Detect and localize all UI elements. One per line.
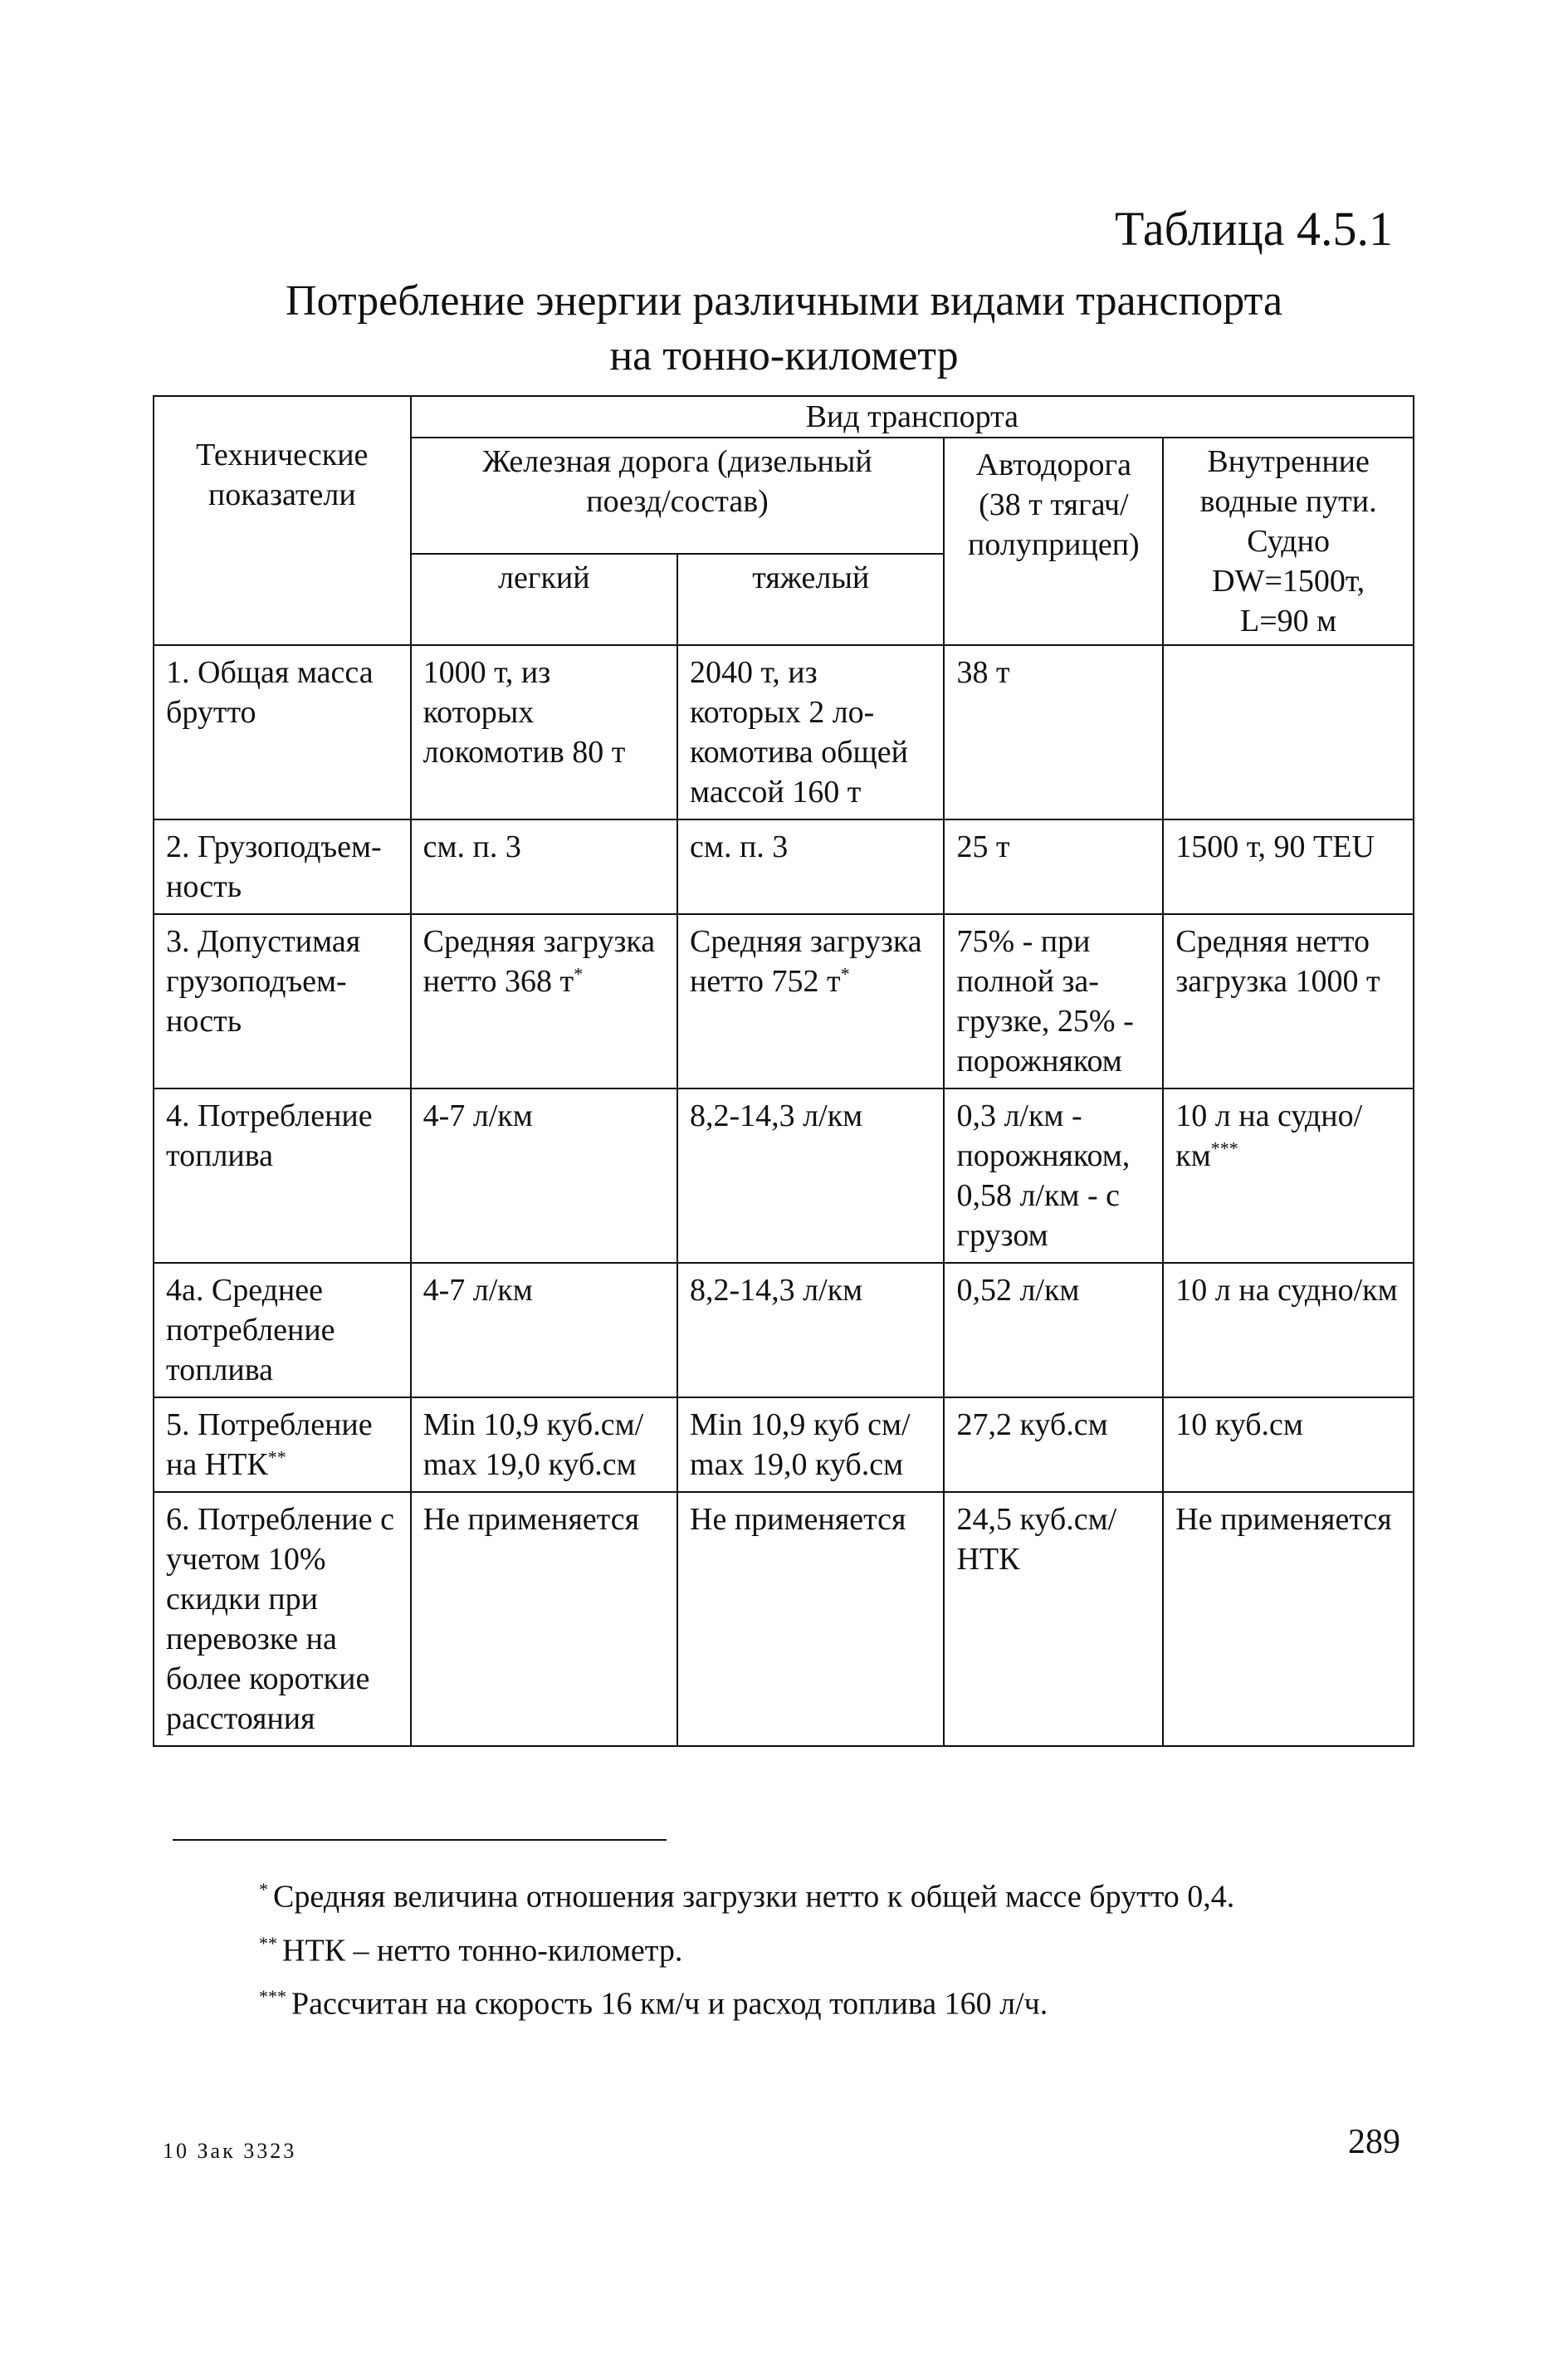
footnote-ref: * — [574, 963, 584, 985]
cell-water: 10 куб.см — [1163, 1397, 1414, 1492]
print-order-mark: 10 Зак 3323 — [163, 2139, 297, 2163]
cell-text: Средняя загрузка нетто 368 т — [423, 924, 656, 999]
row-label: 1. Общая масса брутто — [154, 645, 411, 819]
table-title-line-2: на тонно-километр — [609, 332, 959, 379]
cell-light: Не применяется — [411, 1492, 677, 1746]
footnote-ref: * — [840, 963, 850, 985]
table-row — [154, 819, 1414, 914]
footnote-text: НТК – нетто тонно-километр. — [282, 1933, 683, 1969]
row-label — [154, 1397, 411, 1492]
cell-light: Min 10,9 куб.см/ max 19,0 куб.см — [411, 1397, 677, 1492]
footnote-ref: *** — [1210, 1137, 1238, 1159]
cell-heavy: 8,2-14,3 л/км — [677, 1088, 944, 1263]
cell-light: см. п. 3 — [411, 819, 677, 914]
cell-road: 0,52 л/км — [944, 1263, 1163, 1397]
table-title — [0, 274, 1568, 384]
row-label: 4. Потребление топлива — [154, 1088, 411, 1263]
footnote-mark: ** — [259, 1932, 277, 1954]
header-light: легкий — [411, 554, 677, 645]
cell-light — [411, 914, 677, 1088]
cell-water: Не применяется — [1163, 1492, 1414, 1746]
header-water: Внутренние водные пути. Судно DW=1500т, L=90 м — [1163, 438, 1414, 645]
table-row — [154, 645, 1414, 819]
cell-heavy: см. п. 3 — [677, 819, 944, 914]
cell-text: 10 л на судно/км — [1175, 1098, 1363, 1173]
cell-road: 38 т — [944, 645, 1163, 819]
cell-light: 1000 т, из которых локомотив 80 т — [411, 645, 677, 819]
footnote-mark: *** — [259, 1986, 286, 2008]
header-indicators: Технические показатели — [154, 396, 411, 645]
energy-consumption-table — [153, 395, 1414, 1747]
cell-road: 25 т — [944, 819, 1163, 914]
cell-light: 4-7 л/км — [411, 1263, 677, 1397]
footnote-divider — [173, 1839, 667, 1841]
table-row — [154, 914, 1414, 1088]
footnotes — [259, 1866, 1234, 2028]
header-railway: Железная дорога (дизельный поезд/состав) — [411, 438, 945, 554]
cell-water: Средняя нетто загрузка 1000 т — [1163, 914, 1414, 1088]
cell-text: Средняя загрузка нетто 752 т — [690, 924, 922, 999]
cell-road: 27,2 куб.см — [944, 1397, 1163, 1492]
table-row — [154, 1088, 1414, 1263]
footnote-item — [259, 1866, 1234, 1920]
footnote-item — [259, 1974, 1234, 2028]
cell-heavy: 8,2-14,3 л/км — [677, 1263, 944, 1397]
footnote-mark: * — [259, 1879, 268, 1900]
cell-text: 5. Потребление на НТК — [166, 1407, 373, 1482]
cell-road: 75% - при полной за-грузке, 25% - порожняком — [944, 914, 1163, 1088]
row-label: 2. Грузоподъем-ность — [154, 819, 411, 914]
header-transport-type: Вид транспорта — [411, 396, 1414, 438]
header-road: Автодорога (38 т тягач/ полуприцеп) — [944, 438, 1163, 645]
footnote-item — [259, 1920, 1234, 1974]
cell-heavy — [677, 914, 944, 1088]
table-title-line-1: Потребление энергии различными видами транспорта — [285, 277, 1283, 325]
cell-water: 10 л на судно/км — [1163, 1263, 1414, 1397]
cell-heavy: Не применяется — [677, 1492, 944, 1746]
footnote-ref: ** — [267, 1446, 286, 1468]
table-row — [154, 1263, 1414, 1397]
header-row-1 — [154, 396, 1414, 438]
page-number: 289 — [1348, 2123, 1400, 2161]
cell-road: 24,5 куб.см/ НТК — [944, 1492, 1163, 1746]
cell-road: 0,3 л/км - порожняком, 0,58 л/км - с грузом — [944, 1088, 1163, 1263]
cell-light: 4-7 л/км — [411, 1088, 677, 1263]
row-label: 3. Допустимая грузоподъем-ность — [154, 914, 411, 1088]
cell-water — [1163, 1088, 1414, 1263]
cell-water — [1163, 645, 1414, 819]
table-label: Таблица 4.5.1 — [1114, 202, 1393, 256]
header-heavy: тяжелый — [677, 554, 944, 645]
row-label: 4а. Среднее потребление топлива — [154, 1263, 411, 1397]
cell-heavy: 2040 т, из которых 2 ло-комотива общей массой 160 т — [677, 645, 944, 819]
cell-water: 1500 т, 90 TEU — [1163, 819, 1414, 914]
table-row — [154, 1492, 1414, 1746]
cell-heavy: Min 10,9 куб см/ max 19,0 куб.см — [677, 1397, 944, 1492]
footnote-text: Рассчитан на скорость 16 км/ч и расход топлива 160 л/ч. — [291, 1986, 1048, 2022]
footnote-text: Средняя величина отношения загрузки нетто к общей массе брутто 0,4. — [273, 1879, 1235, 1915]
table-row — [154, 1397, 1414, 1492]
row-label: 6. Потребление с учетом 10% скидки при перевозке на более короткие расстояния — [154, 1492, 411, 1746]
